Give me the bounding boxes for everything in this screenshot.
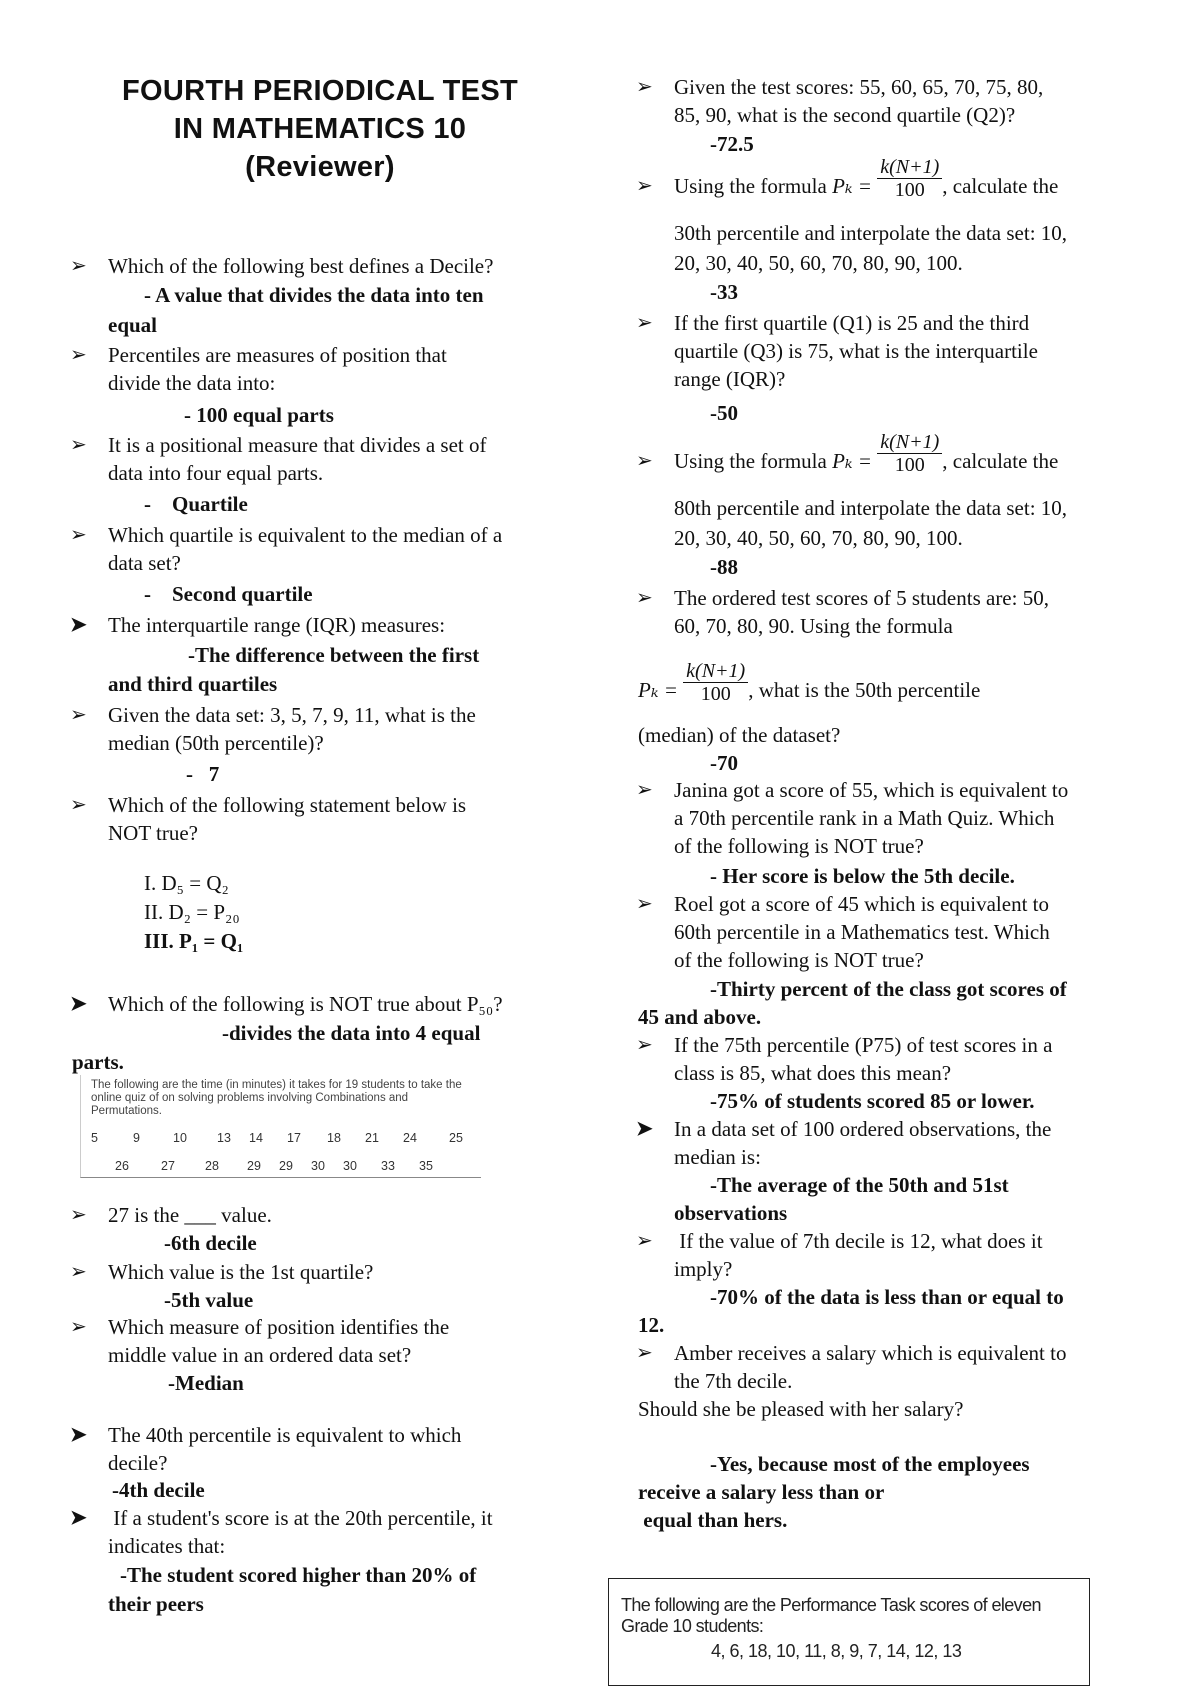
- bullet-arrow-icon: ➢: [636, 893, 653, 915]
- quiz-value: 10: [173, 1131, 187, 1145]
- question-1st-quartile: ➢ Which value is the 1st quartile?: [70, 1260, 374, 1284]
- question-median-100: ➤ In a data set of 100 ordered observations, the median is:: [636, 1117, 1052, 1169]
- bullet-arrow-icon: ➢: [636, 1342, 653, 1364]
- percentile-formula: $\frac{k(N+1)}{100}$: [683, 660, 748, 705]
- bullet-arrow-icon: ➢: [636, 76, 653, 98]
- answer-janina: - Her score is below the 5th decile.: [710, 864, 1015, 888]
- answer-decile-1: - A value that divides the data into ten: [144, 283, 484, 307]
- question-20th-percentile: ➤ If a student's score is at the 20th percentile, it indicates that:: [70, 1506, 493, 1558]
- answer-decile-2: equal: [108, 313, 158, 337]
- quiz-value: 5: [91, 1131, 98, 1145]
- question-50th-percentile-formula-line: Pₖ = $\frac{k(N+1)}{100}$ , what is the 50th percentile: [638, 659, 981, 705]
- answer-median-quartile: - Second quartile: [144, 582, 313, 606]
- statement-1: I. D₅ = Q₂: [144, 871, 229, 895]
- answer-p50-1: -divides the data into 4 equal: [222, 1021, 481, 1045]
- question-80th-percentile: ➢ Using the formula Pₖ = $\frac{k(N+1)}{100}$ , calculate the: [636, 430, 1059, 476]
- answer-20th-percentile-2: their peers: [108, 1592, 204, 1616]
- performance-task-caption: The following are the Performance Task scores of eleven Grade 10 students:: [621, 1595, 1041, 1636]
- answer-iqr-2: and third quartiles: [108, 672, 278, 696]
- question-amber: ➢ Amber receives a salary which is equivalent to the 7th decile.: [636, 1341, 1067, 1393]
- answer-7th-decile-2: 12.: [638, 1313, 665, 1337]
- question-quartile: ➢ It is a positional measure that divides a set of data into four equal parts.: [70, 433, 487, 485]
- formula-lhs: Pₖ =: [638, 678, 678, 702]
- question-30th-percentile-line-2: 30th percentile and interpolate the data set: 10,: [674, 221, 1068, 245]
- quiz-value: 28: [205, 1159, 219, 1173]
- answer-roel-1: -Thirty percent of the class got scores of: [710, 977, 1067, 1001]
- bullet-arrow-icon: ➢: [70, 1261, 87, 1283]
- formula-lhs: Pₖ =: [832, 174, 872, 198]
- answer-quartile: - Quartile: [144, 492, 248, 516]
- bullet-arrow-icon: ➢: [636, 779, 653, 801]
- quiz-value: 29: [279, 1159, 293, 1173]
- answer-median-100-1: -The average of the 50th and 51st: [710, 1173, 1009, 1197]
- quiz-value: 17: [287, 1131, 301, 1145]
- statement-2: II. D₂ = P₂₀: [144, 900, 240, 924]
- bullet-arrow-icon: ➢: [70, 1316, 87, 1338]
- answer-second-quartile: -72.5: [710, 132, 754, 156]
- title-line-3: (Reviewer): [245, 151, 395, 183]
- question-second-quartile: ➢ Given the test scores: 55, 60, 65, 70, 75, 80, 85, 90, what is the second quartile (Q2)?: [636, 75, 1044, 127]
- bullet-arrow-icon: ➤: [70, 1507, 87, 1529]
- bullet-arrow-icon: ➢: [636, 1230, 653, 1252]
- quiz-value: 13: [217, 1131, 231, 1145]
- bullet-arrow-icon: ➢: [636, 587, 653, 609]
- bullet-arrow-icon: ➤: [70, 993, 87, 1015]
- answer-p50-2: parts.: [72, 1050, 124, 1074]
- answer-amber-1: -Yes, because most of the employees: [710, 1452, 1030, 1476]
- quiz-value: 33: [381, 1159, 395, 1173]
- answer-median-100-2: observations: [674, 1201, 788, 1225]
- answer-1st-quartile: -5th value: [164, 1288, 254, 1312]
- answer-percentiles: - 100 equal parts: [184, 403, 334, 427]
- quiz-value: 18: [327, 1131, 341, 1145]
- question-7th-decile: ➢ If the value of 7th decile is 12, what does it imply?: [636, 1229, 1043, 1281]
- answer-amber-3: equal than hers.: [638, 1508, 788, 1532]
- question-p75: ➢ If the 75th percentile (P75) of test scores in a class is 85, what does this mean?: [636, 1033, 1053, 1085]
- answer-30th-percentile: -33: [710, 280, 738, 304]
- bullet-arrow-icon: ➢: [70, 704, 87, 726]
- quiz-value: 30: [343, 1159, 357, 1173]
- question-30th-percentile: ➢ Using the formula Pₖ = $\frac{k(N+1)}{100}$ , calculate the: [636, 155, 1059, 201]
- question-decile: ➢ Which of the following best defines a Decile?: [70, 254, 494, 278]
- bullet-arrow-icon: ➢: [70, 344, 87, 366]
- quiz-time-image: [80, 1075, 481, 1178]
- answer-27-value: -6th decile: [164, 1231, 257, 1255]
- title-line-1: FOURTH PERIODICAL TEST: [122, 75, 518, 107]
- question-27-value: ➢ 27 is the ___ value.: [70, 1203, 272, 1227]
- bullet-arrow-icon: ➢: [70, 434, 87, 456]
- quiz-value: 35: [419, 1159, 433, 1173]
- formula-lhs: Pₖ =: [832, 449, 872, 473]
- quiz-value: 26: [115, 1159, 129, 1173]
- quiz-value: 27: [161, 1159, 175, 1173]
- bullet-arrow-icon: ➢: [636, 450, 653, 472]
- question-p50: ➤ Which of the following is NOT true about P₅₀?: [70, 992, 503, 1016]
- bullet-arrow-icon: ➤: [636, 1118, 653, 1140]
- answer-80th-percentile: -88: [710, 555, 738, 579]
- performance-task-values: 4, 6, 18, 10, 11, 8, 9, 7, 14, 12, 13: [711, 1641, 962, 1661]
- quiz-value: 24: [403, 1131, 417, 1145]
- answer-40th-percentile: -4th decile: [112, 1478, 205, 1502]
- question-iqr-value: ➢ If the first quartile (Q1) is 25 and the third quartile (Q3) is 75, what is the interquartile range (IQR)?: [636, 311, 1038, 391]
- title-line-2: IN MATHEMATICS 10: [173, 113, 467, 145]
- quiz-value: 25: [449, 1131, 463, 1145]
- answer-iqr-value: -50: [710, 401, 738, 425]
- quiz-image-caption: The following are the time (in minutes) it takes for 19 students to take the online quiz of on solving problems involving Combinations and Permutations.: [91, 1079, 462, 1117]
- bullet-arrow-icon: ➢: [70, 1204, 87, 1226]
- performance-task-image: [608, 1578, 1090, 1686]
- question-janina: ➢ Janina got a score of 55, which is equivalent to a 70th percentile rank in a Math Quiz. Which of the following is NOT true?: [636, 778, 1069, 858]
- page-title: [70, 72, 570, 186]
- question-40th-percentile: ➤ The 40th percentile is equivalent to which decile?: [70, 1423, 462, 1475]
- quiz-value: 21: [365, 1131, 379, 1145]
- percentile-formula: $\frac{k(N+1)}{100}$: [877, 431, 942, 476]
- quiz-value: 30: [311, 1159, 325, 1173]
- question-median-set: ➢ Given the data set: 3, 5, 7, 9, 11, what is the median (50th percentile)?: [70, 703, 476, 755]
- statement-3: III. P₁ = Q₁: [144, 929, 244, 953]
- quiz-value: 14: [249, 1131, 263, 1145]
- question-amber-line-3: Should she be pleased with her salary?: [638, 1397, 964, 1421]
- question-50th-percentile-line-4: (median) of the dataset?: [638, 723, 841, 747]
- answer-amber-2: receive a salary less than or: [638, 1480, 885, 1504]
- bullet-arrow-icon: ➢: [636, 312, 653, 334]
- bullet-arrow-icon: ➢: [70, 794, 87, 816]
- question-percentiles: ➢ Percentiles are measures of position that divide the data into:: [70, 343, 447, 395]
- bullet-arrow-icon: ➢: [70, 524, 87, 546]
- question-middle-value: ➢ Which measure of position identifies the middle value in an ordered data set?: [70, 1315, 450, 1367]
- question-not-true: ➢ Which of the following statement below is NOT true?: [70, 793, 467, 845]
- bullet-arrow-icon: ➤: [70, 614, 87, 636]
- bullet-arrow-icon: ➢: [70, 255, 87, 277]
- answer-7th-decile-1: -70% of the data is less than or equal to: [710, 1285, 1064, 1309]
- question-80th-percentile-line-2: 80th percentile and interpolate the data set: 10,: [674, 496, 1068, 520]
- answer-20th-percentile-1: -The student scored higher than 20% of: [120, 1563, 477, 1587]
- question-80th-percentile-line-3: 20, 30, 40, 50, 60, 70, 80, 90, 100.: [674, 526, 963, 550]
- question-median-quartile: ➢ Which quartile is equivalent to the median of a data set?: [70, 523, 503, 575]
- answer-middle-value: -Median: [168, 1371, 244, 1395]
- question-iqr: ➤ The interquartile range (IQR) measures:: [70, 613, 446, 637]
- answer-p75: -75% of students scored 85 or lower.: [710, 1089, 1035, 1113]
- bullet-arrow-icon: ➢: [636, 175, 653, 197]
- answer-50th-percentile: -70: [710, 751, 738, 775]
- quiz-value: 9: [133, 1131, 140, 1145]
- bullet-arrow-icon: ➢: [636, 1034, 653, 1056]
- answer-median-set: - 7: [186, 762, 220, 786]
- question-50th-percentile: ➢ The ordered test scores of 5 students are: 50, 60, 70, 80, 90. Using the formula: [636, 586, 1049, 638]
- quiz-value: 29: [247, 1159, 261, 1173]
- question-30th-percentile-line-3: 20, 30, 40, 50, 60, 70, 80, 90, 100.: [674, 251, 963, 275]
- question-roel: ➢ Roel got a score of 45 which is equivalent to 60th percentile in a Mathematics test. Which of the following is NOT true?: [636, 892, 1050, 972]
- answer-roel-2: 45 and above.: [638, 1005, 762, 1029]
- answer-iqr-1: -The difference between the first: [188, 643, 480, 667]
- percentile-formula: $\frac{k(N+1)}{100}$: [877, 156, 942, 201]
- bullet-arrow-icon: ➤: [70, 1424, 87, 1446]
